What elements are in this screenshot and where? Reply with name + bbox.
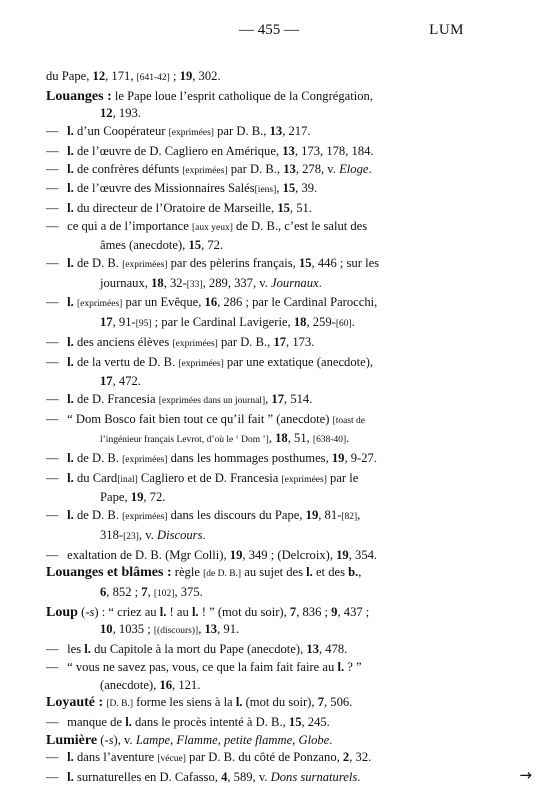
entry-line: — l. de D. B. [exprimées] dans les hommages posthumes, 19, 9-27. xyxy=(46,451,377,466)
entry-line: — l. dans l’aventure [vécue] par D. B. du côté de Ponzano, 2, 32. xyxy=(46,750,372,765)
entry-continuation-line: Pape, 19, 72. xyxy=(100,490,166,505)
continue-arrow-icon: → xyxy=(519,766,532,785)
entry-line: Loyauté : [D. B.] forme les siens à la l. (mot du soir), 7, 506. xyxy=(46,695,353,711)
entry-continuation-line: âmes (anecdote), 15, 72. xyxy=(100,238,224,253)
entry-line: — l. [exprimées] par un Evêque, 16, 286 ; par le Cardinal Parocchi, xyxy=(46,295,378,310)
entry-continuation-line: l’ingénieur français Levrot, d’où le ‘ Dom ’], 18, 51, [638-40]. xyxy=(100,431,350,446)
entry-continuation-line: 12, 193. xyxy=(100,106,141,121)
entry-line: — les l. du Capitole à la mort du Pape (anecdote), 13, 478. xyxy=(46,642,348,657)
entry-line: — l. de l’œuvre de D. Cagliero en Amérique, 13, 173, 178, 184. xyxy=(46,143,374,158)
entry-line: — ce qui a de l’importance [aux yeux] de D. B., c’est le salut des xyxy=(46,218,368,233)
entry-line: — l. de l’œuvre des Missionnaires Salés[iens], 15, 39. xyxy=(46,181,318,196)
entry-continuation-line: 6, 852 ; 7, [102], 375. xyxy=(100,584,203,599)
entry-line: du Pape, 12, 171, [641-42] ; 19, 302. xyxy=(46,69,221,83)
entry-line: Louanges : le Pape loue l’esprit catholique de la Congrégation, xyxy=(46,88,373,104)
entry-continuation-line: 17, 91-[95] ; par le Cardinal Lavigerie, 18, 259-[60]. xyxy=(100,315,355,330)
entry-line: Loup (-s) : “ criez au l. ! au l. ! ” (mot du soir), 7, 836 ; 9, 437 ; xyxy=(46,604,370,620)
entry-line: — “ vous ne savez pas, vous, ce que la faim fait faire au l. ? ” xyxy=(46,659,362,674)
entry-line: — l. surnaturelles en D. Cafasso, 4, 589, v. Dons surnaturels. xyxy=(46,770,361,785)
entry-line: Lumière (-s), v. Lampe, Flamme, petite flamme, Globe. xyxy=(46,732,333,748)
entry-line: — l. du Card[inal] Cagliero et de D. Francesia [exprimées] par le xyxy=(46,470,359,485)
entry-line: — l. d’un Coopérateur [exprimées] par D. B., 13, 217. xyxy=(46,124,311,139)
entry-continuation-line: journaux, 18, 32-[33], 289, 337, v. Journaux. xyxy=(100,275,322,290)
entry-line: — “ Dom Bosco fait bien tout ce qu’il fait ” (anecdote) [toast de xyxy=(46,411,366,426)
entry-line: — manque de l. dans le procès intenté à D. B., 15, 245. xyxy=(46,714,330,729)
entry-line: — l. du directeur de l’Oratoire de Marseille, 15, 51. xyxy=(46,200,312,215)
index-entries xyxy=(46,68,532,787)
page-number: — 455 — xyxy=(239,22,299,38)
running-head xyxy=(0,22,538,42)
entry-line: — l. des anciens élèves [exprimées] par D. B., 17, 173. xyxy=(46,334,315,349)
entry-line: — l. de D. B. [exprimées] par des pèlerins français, 15, 446 ; sur les xyxy=(46,256,380,271)
entry-line: — l. de la vertu de D. B. [exprimées] par une extatique (anecdote), xyxy=(46,354,374,369)
entry-line: — l. de D. Francesia [exprimées dans un journal], 17, 514. xyxy=(46,391,313,406)
entry-continuation-line: 318-[23], v. Discours. xyxy=(100,527,206,542)
entry-line: — l. de D. B. [exprimées] dans les discours du Pape, 19, 81-[82], xyxy=(46,508,361,523)
entry-continuation-line: (anecdote), 16, 121. xyxy=(100,677,201,692)
entry-line: — l. de confrères défunts [exprimées] par D. B., 13, 278, v. Eloge. xyxy=(46,161,372,176)
entry-line: — exaltation de D. B. (Mgr Colli), 19, 349 ; (Delcroix), 19, 354. xyxy=(46,547,378,562)
entry-continuation-line: 10, 1035 ; [(discours)], 13, 91. xyxy=(100,622,240,637)
entry-continuation-line: 17, 472. xyxy=(100,374,141,389)
entry-line: Louanges et blâmes : règle [de D. B.] au sujet des l. et des b., xyxy=(46,565,362,581)
head-word: LUM xyxy=(429,22,464,38)
